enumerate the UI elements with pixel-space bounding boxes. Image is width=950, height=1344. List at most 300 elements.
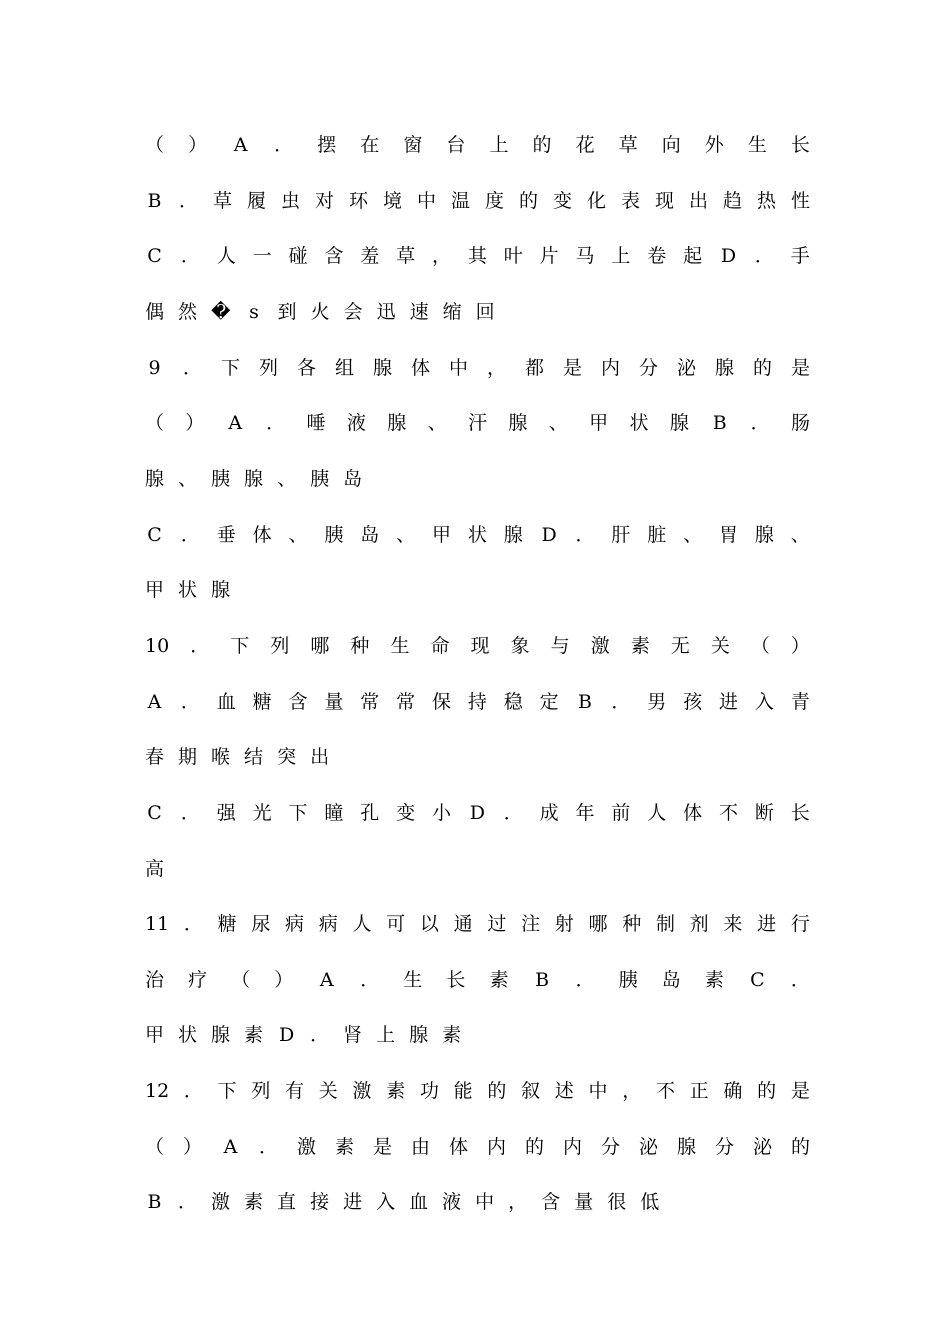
text-token: （ [750, 635, 770, 657]
text-token: 叶 [503, 245, 523, 267]
text-token: 激 [211, 1191, 231, 1213]
text-token: 确 [723, 1080, 743, 1102]
text-token: 趋 [722, 190, 742, 212]
text-token: 哪 [310, 635, 330, 657]
text-token: 叙 [521, 1080, 541, 1102]
text-token: 偶 [145, 301, 165, 323]
text-token: 度 [484, 190, 504, 212]
text-token: D [541, 524, 557, 546]
text-token: D [469, 802, 485, 824]
text-token: 血 [409, 1191, 429, 1213]
text-token: 量 [574, 1191, 594, 1213]
text-token: （ [231, 969, 251, 991]
text-token: 是 [790, 1080, 810, 1102]
text-token: 组 [334, 357, 354, 379]
text-token: 化 [586, 190, 606, 212]
text-token: 肝 [611, 524, 631, 546]
text-token: ． [575, 969, 595, 991]
text-line [145, 1186, 810, 1218]
text-token: 过 [487, 913, 507, 935]
text-line [145, 519, 810, 551]
text-token: 青 [790, 691, 810, 713]
text-token: 由 [410, 1136, 430, 1158]
text-token: 胰 [618, 969, 638, 991]
question-line [145, 1075, 810, 1107]
text-token: C [147, 802, 162, 824]
text-token: 岛 [661, 969, 681, 991]
text-token: 种 [350, 635, 370, 657]
text-token: 注 [521, 913, 541, 935]
text-token: 中 [416, 190, 436, 212]
text-token: 体 [448, 1136, 468, 1158]
text-token: 强 [216, 802, 236, 824]
text-token: ． [274, 134, 294, 156]
text-token: 体 [410, 357, 430, 379]
text-token: 草 [618, 134, 638, 156]
text-token: 病 [285, 913, 305, 935]
text-token: 都 [524, 357, 544, 379]
text-token: （ [145, 412, 165, 434]
text-token: 碰 [288, 245, 308, 267]
text-line [145, 463, 810, 495]
text-token: 液 [442, 1191, 462, 1213]
text-token: 生 [403, 969, 423, 991]
text-token: 血 [216, 691, 236, 713]
text-token: B [712, 412, 727, 434]
text-token: ， [431, 245, 451, 267]
text-token: 然 [178, 301, 198, 323]
text-token: 、 [548, 412, 568, 434]
text-token: 含 [288, 691, 308, 713]
text-token: 常 [396, 691, 416, 713]
text-token: 会 [343, 301, 363, 323]
text-token: ） [790, 635, 810, 657]
text-token: 甲 [589, 412, 609, 434]
text-token: 的 [518, 190, 538, 212]
text-token: 功 [419, 1080, 439, 1102]
text-token: 状 [178, 579, 198, 601]
text-token: 表 [620, 190, 640, 212]
text-token: 直 [277, 1191, 297, 1213]
text-token: 期 [178, 746, 198, 768]
text-token: 尿 [251, 913, 271, 935]
text-token: ． [178, 190, 198, 212]
text-token: 病 [318, 913, 338, 935]
text-token: 腺 [244, 468, 264, 490]
text-token: 糖 [252, 691, 272, 713]
text-token: 素 [489, 969, 509, 991]
text-token: 激 [590, 635, 610, 657]
text-token: 上 [376, 1024, 396, 1046]
text-token: 的 [752, 357, 772, 379]
text-token: 马 [575, 245, 595, 267]
text-token: 疗 [188, 969, 208, 991]
text-token: A [223, 1136, 238, 1158]
text-token: 进 [343, 1191, 363, 1213]
text-token: 长 [790, 802, 810, 824]
text-token: 出 [310, 746, 330, 768]
text-token: ） [185, 412, 205, 434]
text-token: 甲 [145, 1024, 165, 1046]
text-token: 岛 [360, 524, 380, 546]
text-token: 11 [145, 913, 170, 935]
text-token: ． [180, 245, 200, 267]
question-line [145, 630, 810, 662]
text-token: 腺 [211, 1024, 231, 1046]
text-token: 述 [554, 1080, 574, 1102]
text-token: 手 [790, 245, 810, 267]
text-token: 、 [178, 468, 198, 490]
text-token: 、 [396, 524, 416, 546]
text-token: 腺 [669, 412, 689, 434]
text-token: 火 [310, 301, 330, 323]
text-token: 腺 [676, 1136, 696, 1158]
text-token: 岛 [343, 468, 363, 490]
text-line [145, 296, 810, 328]
text-token: 通 [453, 913, 473, 935]
text-token: 有 [285, 1080, 305, 1102]
question-line [145, 908, 810, 940]
text-token: ． [183, 913, 203, 935]
text-token: 腺 [503, 524, 523, 546]
text-token: 状 [178, 1024, 198, 1046]
text-token: 腺 [508, 412, 528, 434]
text-token: 种 [622, 913, 642, 935]
text-token: 分 [714, 1136, 734, 1158]
text-token: 向 [661, 134, 681, 156]
text-token: 内 [486, 1136, 506, 1158]
text-token: 断 [754, 802, 774, 824]
text-token: 体 [252, 524, 272, 546]
text-token: 热 [756, 190, 776, 212]
text-token: 、 [427, 412, 447, 434]
text-token: ． [266, 412, 286, 434]
text-token: ． [310, 1024, 330, 1046]
text-token: 稳 [503, 691, 523, 713]
text-token: 回 [475, 301, 495, 323]
text-token: 的 [790, 1136, 810, 1158]
text-token: 台 [446, 134, 466, 156]
text-token: 射 [554, 913, 574, 935]
text-token: （ [145, 1136, 165, 1158]
text-token: ） [188, 134, 208, 156]
text-token: 含 [541, 1191, 561, 1213]
text-token: 与 [550, 635, 570, 657]
text-token: 男 [647, 691, 667, 713]
text-token: ． [180, 691, 200, 713]
text-token: 很 [607, 1191, 627, 1213]
text-token: 胰 [211, 468, 231, 490]
text-token: 突 [277, 746, 297, 768]
text-token: 瞳 [324, 802, 344, 824]
text-token: 现 [470, 635, 490, 657]
text-token: 缩 [442, 301, 462, 323]
text-token: 成 [539, 802, 559, 824]
text-token: 激 [296, 1136, 316, 1158]
question-line [145, 352, 810, 384]
text-token: （ [145, 134, 165, 156]
text-token: C [147, 524, 162, 546]
text-token: 内 [562, 1136, 582, 1158]
text-token: 汗 [467, 412, 487, 434]
text-token: 持 [467, 691, 487, 713]
text-token: 外 [704, 134, 724, 156]
text-token: 上 [489, 134, 509, 156]
text-token: 正 [689, 1080, 709, 1102]
text-token: 卷 [647, 245, 667, 267]
text-token: 、 [683, 524, 703, 546]
text-token: B [147, 1191, 162, 1213]
text-token: ． [750, 412, 770, 434]
text-token: ． [180, 524, 200, 546]
text-token: 脏 [647, 524, 667, 546]
text-line [145, 797, 810, 829]
text-token: 腺 [145, 468, 165, 490]
text-token: 长 [446, 969, 466, 991]
text-token: 摆 [317, 134, 337, 156]
text-token: 命 [430, 635, 450, 657]
text-token: 分 [600, 1136, 620, 1158]
text-token: ， [508, 1191, 528, 1213]
text-token: A [228, 412, 243, 434]
text-token: 9 [148, 357, 161, 379]
text-token: ． [190, 635, 210, 657]
text-token: 人 [216, 245, 236, 267]
text-token: 进 [757, 913, 777, 935]
text-token: ） [274, 969, 294, 991]
text-token: 入 [376, 1191, 396, 1213]
text-token: 结 [244, 746, 264, 768]
text-token: 孔 [360, 802, 380, 824]
text-token: 10 [145, 635, 170, 657]
text-token: 象 [510, 635, 530, 657]
text-token: 剂 [689, 913, 709, 935]
text-token: 、 [790, 524, 810, 546]
text-line [145, 407, 810, 439]
text-token: 量 [324, 691, 344, 713]
text-token: 泌 [676, 357, 696, 379]
text-token: 体 [683, 802, 703, 824]
text-token: 行 [790, 913, 810, 935]
text-token: 列 [251, 1080, 271, 1102]
text-token: 现 [654, 190, 674, 212]
text-token: 中 [588, 1080, 608, 1102]
text-token: 各 [296, 357, 316, 379]
text-token: 以 [419, 913, 439, 935]
text-line [145, 741, 810, 773]
text-token: 能 [453, 1080, 473, 1102]
text-token: 羞 [360, 245, 380, 267]
text-token: ） [183, 1136, 203, 1158]
text-token: ． [790, 969, 810, 991]
text-token: 保 [431, 691, 451, 713]
text-token: 定 [539, 691, 559, 713]
text-token: 腺 [387, 412, 407, 434]
text-token: 是 [790, 357, 810, 379]
text-token: 含 [324, 245, 344, 267]
text-token: ． [360, 969, 380, 991]
text-token: 糖 [217, 913, 237, 935]
text-token: 素 [244, 1024, 264, 1046]
text-token: 上 [611, 245, 631, 267]
text-token: A [147, 691, 162, 713]
text-token: 哪 [588, 913, 608, 935]
text-token: A [319, 969, 334, 991]
text-token: ， [622, 1080, 642, 1102]
text-token: 12 [145, 1080, 170, 1102]
text-token: 常 [360, 691, 380, 713]
text-token: 迅 [376, 301, 396, 323]
text-token: 年 [575, 802, 595, 824]
text-token: 关 [710, 635, 730, 657]
text-token: 垂 [216, 524, 236, 546]
text-token: 肾 [343, 1024, 363, 1046]
text-token: 来 [723, 913, 743, 935]
text-token: 列 [258, 357, 278, 379]
text-token: 液 [346, 412, 366, 434]
text-line [145, 185, 810, 217]
text-line [145, 853, 810, 885]
text-token: 肠 [790, 412, 810, 434]
text-token: 其 [467, 245, 487, 267]
text-token: 胃 [718, 524, 738, 546]
text-token: 的 [757, 1080, 777, 1102]
text-token: 腺 [211, 579, 231, 601]
text-token: 履 [246, 190, 266, 212]
text-token: 草 [212, 190, 232, 212]
text-token: 小 [431, 802, 451, 824]
text-token: 人 [352, 913, 372, 935]
text-token: 、 [288, 524, 308, 546]
text-token: 中 [448, 357, 468, 379]
text-token: 的 [487, 1080, 507, 1102]
text-token: 下 [220, 357, 240, 379]
text-token: � [211, 301, 231, 323]
text-token: ． [611, 691, 631, 713]
text-token: 是 [372, 1136, 392, 1158]
text-token: 无 [670, 635, 690, 657]
text-token: 喉 [211, 746, 231, 768]
text-token: 是 [562, 357, 582, 379]
text-token: 虫 [280, 190, 300, 212]
text-token: B [578, 691, 592, 713]
text-token: 速 [409, 301, 429, 323]
text-token: 一 [252, 245, 272, 267]
text-token: 片 [539, 245, 559, 267]
text-token: 可 [386, 913, 406, 935]
text-token: C [147, 245, 162, 267]
text-line [145, 964, 810, 996]
text-token: 变 [396, 802, 416, 824]
text-token: 生 [390, 635, 410, 657]
text-line [145, 240, 810, 272]
text-token: 人 [647, 802, 667, 824]
text-token: 入 [754, 691, 774, 713]
text-token: 高 [145, 858, 165, 880]
text-token: B [535, 969, 550, 991]
text-token: 的 [524, 1136, 544, 1158]
text-token: 状 [629, 412, 649, 434]
text-token: B [147, 190, 162, 212]
text-token: 不 [655, 1080, 675, 1102]
text-token: 下 [230, 635, 250, 657]
text-token: 素 [334, 1136, 354, 1158]
text-line [145, 1019, 810, 1051]
text-token: 状 [467, 524, 487, 546]
text-token: 出 [688, 190, 708, 212]
text-line [145, 1131, 810, 1163]
text-token: 长 [790, 134, 810, 156]
text-token: 生 [747, 134, 767, 156]
text-token: D [278, 1024, 295, 1046]
text-token: C [750, 969, 765, 991]
text-token: ， [486, 357, 506, 379]
text-line [145, 129, 810, 161]
text-token: 、 [277, 468, 297, 490]
text-token: 治 [145, 969, 165, 991]
text-token: 胰 [310, 468, 330, 490]
text-token: 泌 [638, 1136, 658, 1158]
text-token: 境 [382, 190, 402, 212]
text-token: 甲 [431, 524, 451, 546]
text-token: D [720, 245, 737, 267]
text-token: ． [575, 524, 595, 546]
text-token: 素 [630, 635, 650, 657]
text-token: ． [180, 802, 200, 824]
text-token: 腺 [714, 357, 734, 379]
text-token: 腺 [754, 524, 774, 546]
text-token: ． [182, 357, 202, 379]
text-token: 下 [217, 1080, 237, 1102]
text-token: 起 [683, 245, 703, 267]
text-token: 胰 [324, 524, 344, 546]
text-token: A [233, 134, 248, 156]
text-token: 腺 [409, 1024, 429, 1046]
text-token: 草 [396, 245, 416, 267]
text-token: 温 [450, 190, 470, 212]
text-token: 低 [640, 1191, 660, 1213]
text-token: 接 [310, 1191, 330, 1213]
text-token: 泌 [752, 1136, 772, 1158]
text-token: 对 [314, 190, 334, 212]
text-token: 在 [360, 134, 380, 156]
text-token: 分 [638, 357, 658, 379]
text-token: 腺 [372, 357, 392, 379]
text-token: 窗 [403, 134, 423, 156]
text-token: 内 [600, 357, 620, 379]
text-token: 素 [386, 1080, 406, 1102]
text-token: ． [754, 245, 774, 267]
text-line [145, 686, 810, 718]
text-token: 环 [348, 190, 368, 212]
text-token: 关 [318, 1080, 338, 1102]
text-token: 制 [655, 913, 675, 935]
text-token: 前 [611, 802, 631, 824]
text-token: 激 [352, 1080, 372, 1102]
text-token: 变 [552, 190, 572, 212]
text-token: 素 [244, 1191, 264, 1213]
text-token: 孩 [683, 691, 703, 713]
text-token: ． [258, 1136, 278, 1158]
text-token: 春 [145, 746, 165, 768]
text-token: 素 [442, 1024, 462, 1046]
text-token: 的 [532, 134, 552, 156]
text-token: 光 [252, 802, 272, 824]
text-token: 甲 [145, 579, 165, 601]
text-token: ． [503, 802, 523, 824]
text-token: 列 [270, 635, 290, 657]
text-token: 性 [790, 190, 810, 212]
